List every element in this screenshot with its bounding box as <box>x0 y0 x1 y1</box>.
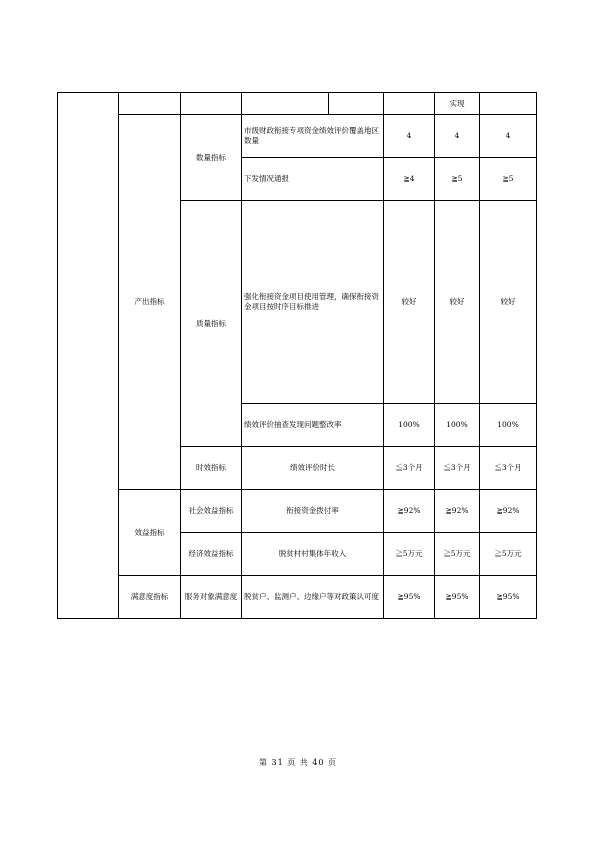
value-cell: ≦3个月 <box>384 447 435 490</box>
value-cell: 4 <box>480 115 537 158</box>
page-number: 第 31 页 共 40 页 <box>258 758 338 767</box>
category-satisfaction: 满意度指标 <box>119 576 181 619</box>
subcategory-quality: 质量指标 <box>181 201 242 447</box>
value-cell: ≦3个月 <box>480 447 537 490</box>
value-cell: ≧95% <box>480 576 537 619</box>
table-cell <box>181 93 242 115</box>
value-cell: ≧95% <box>384 576 435 619</box>
table-row <box>58 576 537 619</box>
indicator-cell: 市级财政衔接专项资金绩效评价覆盖地区数量 <box>242 115 384 158</box>
table-row <box>58 115 537 158</box>
table-cell: 实现 <box>435 93 480 115</box>
value-cell: 较好 <box>480 201 537 404</box>
value-cell: 4 <box>435 115 480 158</box>
value-cell: 100% <box>384 404 435 447</box>
table-cell <box>384 93 435 115</box>
merged-blank-cell <box>58 93 119 619</box>
table-cell <box>329 93 384 115</box>
table-row <box>58 490 537 533</box>
subcategory-social: 社会效益指标 <box>181 490 242 533</box>
indicator-cell: 绩效评价时长 <box>242 447 384 490</box>
performance-indicator-table <box>57 92 537 619</box>
value-cell: ≧4 <box>384 158 435 201</box>
value-cell: ≧5万元 <box>384 533 435 576</box>
indicator-cell: 强化衔接资金项目使用管理，确保衔接资金项目按时序目标推进 <box>242 201 384 404</box>
table-cell <box>242 93 329 115</box>
value-cell: ≧5万元 <box>435 533 480 576</box>
category-output: 产出指标 <box>119 115 181 490</box>
indicator-cell: 脱贫村村集体年收入 <box>242 533 384 576</box>
value-cell: 4 <box>384 115 435 158</box>
value-cell: ≦3个月 <box>435 447 480 490</box>
category-benefit: 效益指标 <box>119 490 181 576</box>
value-cell: ≧92% <box>435 490 480 533</box>
value-cell: 较好 <box>384 201 435 404</box>
table-cell <box>480 93 537 115</box>
value-cell: ≧92% <box>384 490 435 533</box>
subcategory-economic: 经济效益指标 <box>181 533 242 576</box>
subcategory-quantity: 数量指标 <box>181 115 242 201</box>
value-cell: ≧5 <box>435 158 480 201</box>
value-cell: 100% <box>480 404 537 447</box>
table-cell <box>119 93 181 115</box>
indicator-cell: 下发情况通报 <box>242 158 384 201</box>
indicator-cell: 绩效评价抽查发现问题整改率 <box>242 404 384 447</box>
indicator-cell: 衔接资金拨付率 <box>242 490 384 533</box>
value-cell: 较好 <box>435 201 480 404</box>
value-cell: 100% <box>435 404 480 447</box>
value-cell: ≧95% <box>435 576 480 619</box>
value-cell: ≧92% <box>480 490 537 533</box>
value-cell: ≧5 <box>480 158 537 201</box>
subcategory-timeliness: 时效指标 <box>181 447 242 490</box>
value-cell: ≧5万元 <box>480 533 537 576</box>
subcategory-satisfaction: 服务对象满意度 <box>181 576 242 619</box>
indicator-cell: 脱贫户、监测户、边缘户等对政策认可度 <box>242 576 384 619</box>
table-row <box>58 93 537 115</box>
